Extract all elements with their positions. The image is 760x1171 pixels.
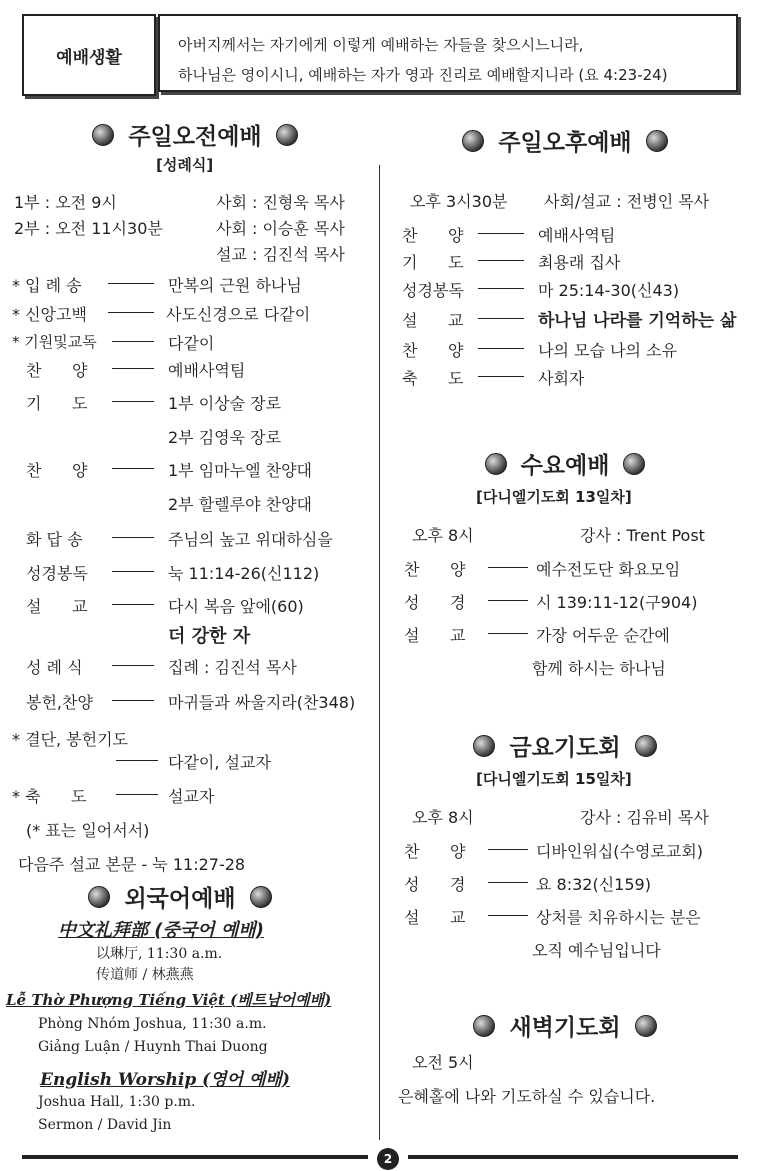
order-label: 찬 양 xyxy=(26,361,88,380)
morning-service-title: 주일오전예배 xyxy=(128,124,262,150)
bullet-icon xyxy=(462,130,484,152)
chinese-location: 以琳厅, 11:30 a.m. xyxy=(96,946,223,962)
order-value: 사도신경으로 다같이 xyxy=(166,305,311,324)
order-value: 디바인워십(수영로교회) xyxy=(536,842,704,861)
order-value: 주님의 높고 위대하심을 xyxy=(168,530,333,549)
order-value: 마 25:14-30(신43) xyxy=(538,281,680,300)
order-label: 설 교 xyxy=(26,597,88,616)
column-divider xyxy=(379,165,380,1140)
quote-line-1: 아버지께서는 자기에게 이렇게 예배하는 자들을 찾으시느니라, xyxy=(178,36,584,54)
order-label: 찬 양 xyxy=(404,842,466,861)
order-label: 설 교 xyxy=(404,626,466,645)
dash-line xyxy=(112,665,154,666)
vietnamese-service-title: Lễ Thờ Phượng Tiếng Việt (베트남어예배) xyxy=(6,991,332,1009)
order-value: 함께 하시는 하나님 xyxy=(532,659,666,678)
afternoon-time: 오후 3시30분 xyxy=(410,192,508,211)
dash-line xyxy=(488,567,528,568)
quote-line-2: 하나님은 영이시니, 예배하는 자가 영과 진리로 예배할지니라 (요 4:23-24) xyxy=(178,66,668,84)
order-value: 예배사역팀 xyxy=(538,226,616,245)
dash-line xyxy=(116,794,158,795)
order-value: 오직 예수님입니다 xyxy=(532,941,661,960)
order-value: 상처를 치유하시는 분은 xyxy=(536,908,701,927)
order-label: 성 경 xyxy=(404,875,466,894)
friday-time: 오후 8시 xyxy=(412,808,474,827)
dash-line xyxy=(478,348,524,349)
order-value: 예수전도단 화요모임 xyxy=(536,560,681,579)
order-label: * 입 례 송 xyxy=(12,276,82,295)
dash-line xyxy=(112,700,154,701)
dawn-note: 은혜홀에 나와 기도하실 수 있습니다. xyxy=(398,1087,656,1106)
order-value: 요 8:32(신159) xyxy=(536,875,651,894)
afternoon-service-title: 주일오후예배 xyxy=(498,130,632,156)
order-label: 성 례 식 xyxy=(26,658,83,677)
order-label: 성경봉독 xyxy=(402,281,464,300)
foreign-service-title: 외국어예배 xyxy=(124,886,236,912)
dawn-service-title: 새벽기도회 xyxy=(509,1015,621,1041)
wednesday-service-heading xyxy=(430,447,700,480)
standing-note: (* 표는 일어서서) xyxy=(26,821,150,840)
dash-line xyxy=(488,915,528,916)
service-time-2: 2부 : 오전 11시30분 xyxy=(14,219,163,238)
page-number: 2 xyxy=(377,1148,399,1170)
wednesday-subtitle: [다니엘기도회 13일차] xyxy=(476,488,632,506)
order-label: 찬 양 xyxy=(26,461,88,480)
dash-line xyxy=(112,537,154,538)
section-title: 예배생활 xyxy=(56,47,122,68)
order-label: 찬 양 xyxy=(402,226,464,245)
order-label: 찬 양 xyxy=(404,560,466,579)
order-value: 1부 이상술 장로 xyxy=(168,394,282,413)
afternoon-sermon-title: 하나님 나라를 기억하는 삶 xyxy=(538,311,737,331)
order-value: 가장 어두운 순간에 xyxy=(536,626,670,645)
bullet-icon xyxy=(473,735,495,757)
sermon-title: 더 강한 자 xyxy=(168,626,251,647)
order-value: 1부 임마누엘 찬양대 xyxy=(168,461,312,480)
order-label: 화 답 송 xyxy=(26,530,83,549)
order-value: 다시 복음 앞에(60) xyxy=(168,597,304,616)
dash-line xyxy=(488,633,528,634)
dash-line xyxy=(488,849,528,850)
order-label: 설 교 xyxy=(404,908,466,927)
vietnamese-preacher: Giảng Luận / Huynh Thai Duong xyxy=(38,1039,268,1055)
morning-service-heading xyxy=(60,118,330,151)
dash-line xyxy=(488,600,528,601)
dash-line xyxy=(488,882,528,883)
order-label: 기 도 xyxy=(26,394,88,413)
bullet-icon xyxy=(635,735,657,757)
order-value: 사회자 xyxy=(538,369,585,388)
order-value: 설교자 xyxy=(168,787,215,806)
scripture-quote xyxy=(158,14,738,92)
dash-line xyxy=(108,283,154,284)
friday-subtitle: [다니엘기도회 15일차] xyxy=(476,770,632,788)
footer-bar-left xyxy=(22,1155,368,1159)
leader-1: 사회 : 진형욱 목사 xyxy=(216,193,345,212)
order-value: 다같이, 설교자 xyxy=(168,753,271,772)
order-label: 축 도 xyxy=(402,369,464,388)
dash-line xyxy=(478,318,524,319)
order-value: 2부 할렐루야 찬양대 xyxy=(168,495,312,514)
bullet-icon xyxy=(635,1015,657,1037)
dash-line xyxy=(478,288,524,289)
order-value: 눅 11:14-26(신112) xyxy=(168,564,320,583)
dash-line xyxy=(478,233,524,234)
bullet-icon xyxy=(92,124,114,146)
bullet-icon xyxy=(473,1015,495,1037)
friday-speaker: 강사 : 김유비 목사 xyxy=(580,808,709,827)
order-value: 2부 김영욱 장로 xyxy=(168,428,282,447)
bullet-icon xyxy=(623,453,645,475)
bullet-icon xyxy=(88,886,110,908)
afternoon-service-heading xyxy=(430,124,700,157)
order-value: 만복의 근원 하나님 xyxy=(168,276,302,295)
dawn-time: 오전 5시 xyxy=(412,1053,474,1072)
order-label: * 축 도 xyxy=(12,787,87,806)
order-label: 성 경 xyxy=(404,593,466,612)
section-title-box xyxy=(22,14,156,96)
friday-service-title: 금요기도회 xyxy=(509,735,621,761)
english-service-title: English Worship (영어 예배) xyxy=(40,1070,290,1090)
dash-line xyxy=(112,604,154,605)
order-label: * 결단, 봉헌기도 xyxy=(12,730,128,749)
bullet-icon xyxy=(250,886,272,908)
bullet-icon xyxy=(276,124,298,146)
bullet-icon xyxy=(485,453,507,475)
order-label: * 신앙고백 xyxy=(12,305,87,324)
morning-subtitle: [성례식] xyxy=(156,156,214,174)
order-value: 예배사역팀 xyxy=(168,361,246,380)
order-value: 집례 : 김진석 목사 xyxy=(168,658,297,677)
order-label: 찬 양 xyxy=(402,341,464,360)
order-label: 설 교 xyxy=(402,311,464,330)
wednesday-service-title: 수요예배 xyxy=(520,453,610,479)
service-time-1: 1부 : 오전 9시 xyxy=(14,193,117,212)
dash-line xyxy=(112,571,154,572)
order-value: 다같이 xyxy=(168,334,215,353)
foreign-service-heading xyxy=(40,880,320,913)
bullet-icon xyxy=(646,130,668,152)
order-label: 성경봉독 xyxy=(26,564,88,583)
order-label: 기 도 xyxy=(402,253,464,272)
order-value: 마귀들과 싸울지라(찬348) xyxy=(168,693,356,712)
footer-bar-right xyxy=(408,1155,738,1159)
wednesday-speaker: 강사 : Trent Post xyxy=(580,526,705,545)
preacher: 설교 : 김진석 목사 xyxy=(216,245,345,264)
chinese-preacher: 传道师 / 林燕燕 xyxy=(96,967,194,983)
friday-service-heading xyxy=(430,729,700,762)
dash-line xyxy=(108,312,154,313)
wednesday-time: 오후 8시 xyxy=(412,526,474,545)
dash-line xyxy=(112,468,154,469)
vietnamese-location: Phòng Nhóm Joshua, 11:30 a.m. xyxy=(38,1016,267,1032)
next-sermon: 다음주 설교 본문 - 눅 11:27-28 xyxy=(18,855,246,874)
english-preacher: Sermon / David Jin xyxy=(38,1117,172,1133)
dash-line xyxy=(112,401,154,402)
dash-line xyxy=(478,260,524,261)
dash-line xyxy=(478,376,524,377)
afternoon-leader: 사회/설교 : 전병인 목사 xyxy=(544,192,710,211)
order-value: 최용래 집사 xyxy=(538,253,621,272)
english-location: Joshua Hall, 1:30 p.m. xyxy=(38,1094,196,1110)
chinese-service-title: 中文礼拜部 (중국어 예배) xyxy=(58,920,264,941)
dash-line xyxy=(116,760,158,761)
dawn-service-heading xyxy=(430,1009,700,1042)
order-value: 시 139:11-12(구904) xyxy=(536,593,698,612)
order-label: 봉헌,찬양 xyxy=(26,693,93,712)
dash-line xyxy=(112,341,154,342)
order-label: * 기원및교독 xyxy=(12,333,97,351)
dash-line xyxy=(112,368,154,369)
order-value: 나의 모습 나의 소유 xyxy=(538,341,677,360)
leader-2: 사회 : 이승훈 목사 xyxy=(216,219,345,238)
